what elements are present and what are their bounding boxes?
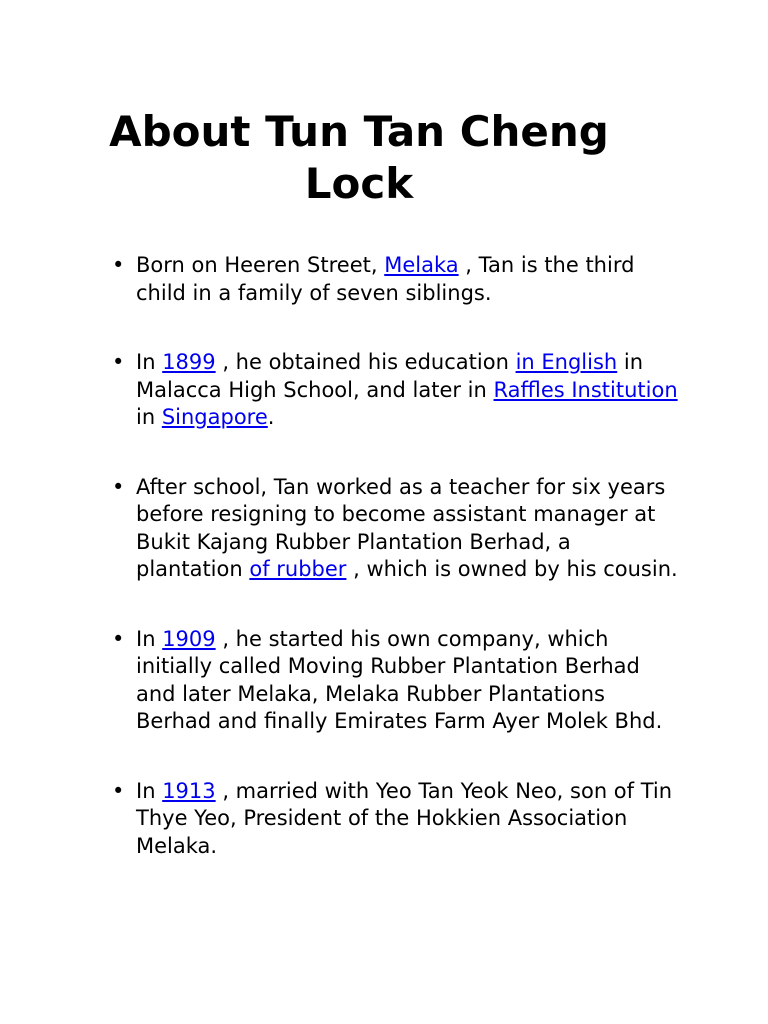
list-item-education: • In 1899 , he obtained his education in English in Malacca High School, and later in Raffles Institution in Singapore. xyxy=(112,350,678,429)
link-singapore[interactable]: Singapore xyxy=(161,405,268,429)
link-of-rubber[interactable]: of rubber xyxy=(249,557,347,581)
link-1913[interactable]: 1913 xyxy=(162,778,216,803)
link-1899[interactable]: 1899 xyxy=(162,350,216,374)
list-item-career: • After school, Tan worked as a teacher for six years before resigning to become assistant manager at Bukit Kajang Rubber Plantation Berhad, a plantation of rubber , which is owned by his cousin. xyxy=(112,474,678,581)
bullet-list xyxy=(0,252,768,902)
bullet-icon: • xyxy=(112,253,125,277)
list-item-company: • In 1909 , he started his own company, which initially called Moving Rubber Plantation Berhad and later Melaka, Melaka Rubber Plantations Berhad and finally Emirates Farm Ayer Molek Bhd. xyxy=(112,626,663,733)
link-1909[interactable]: 1909 xyxy=(162,626,216,651)
link-in-english[interactable]: in English xyxy=(515,350,618,374)
bullet-icon: • xyxy=(112,778,125,803)
list-item-marriage: • In 1913 , married with Yeo Tan Yeok Neo, son of Tin Thye Yeo, President of the Hokkien Association Melaka. xyxy=(112,778,673,858)
link-melaka[interactable]: Melaka xyxy=(384,253,459,277)
list-item-born: • Born on Heeren Street, Melaka , Tan is the third child in a family of seven siblings. xyxy=(112,253,635,305)
bullet-icon: • xyxy=(112,474,125,499)
page-title: About Tun Tan Cheng Lock xyxy=(109,107,609,208)
link-raffles-institution[interactable]: Raffles Institution xyxy=(493,377,678,402)
bullet-icon: • xyxy=(112,626,125,651)
bullet-icon: • xyxy=(112,350,125,374)
